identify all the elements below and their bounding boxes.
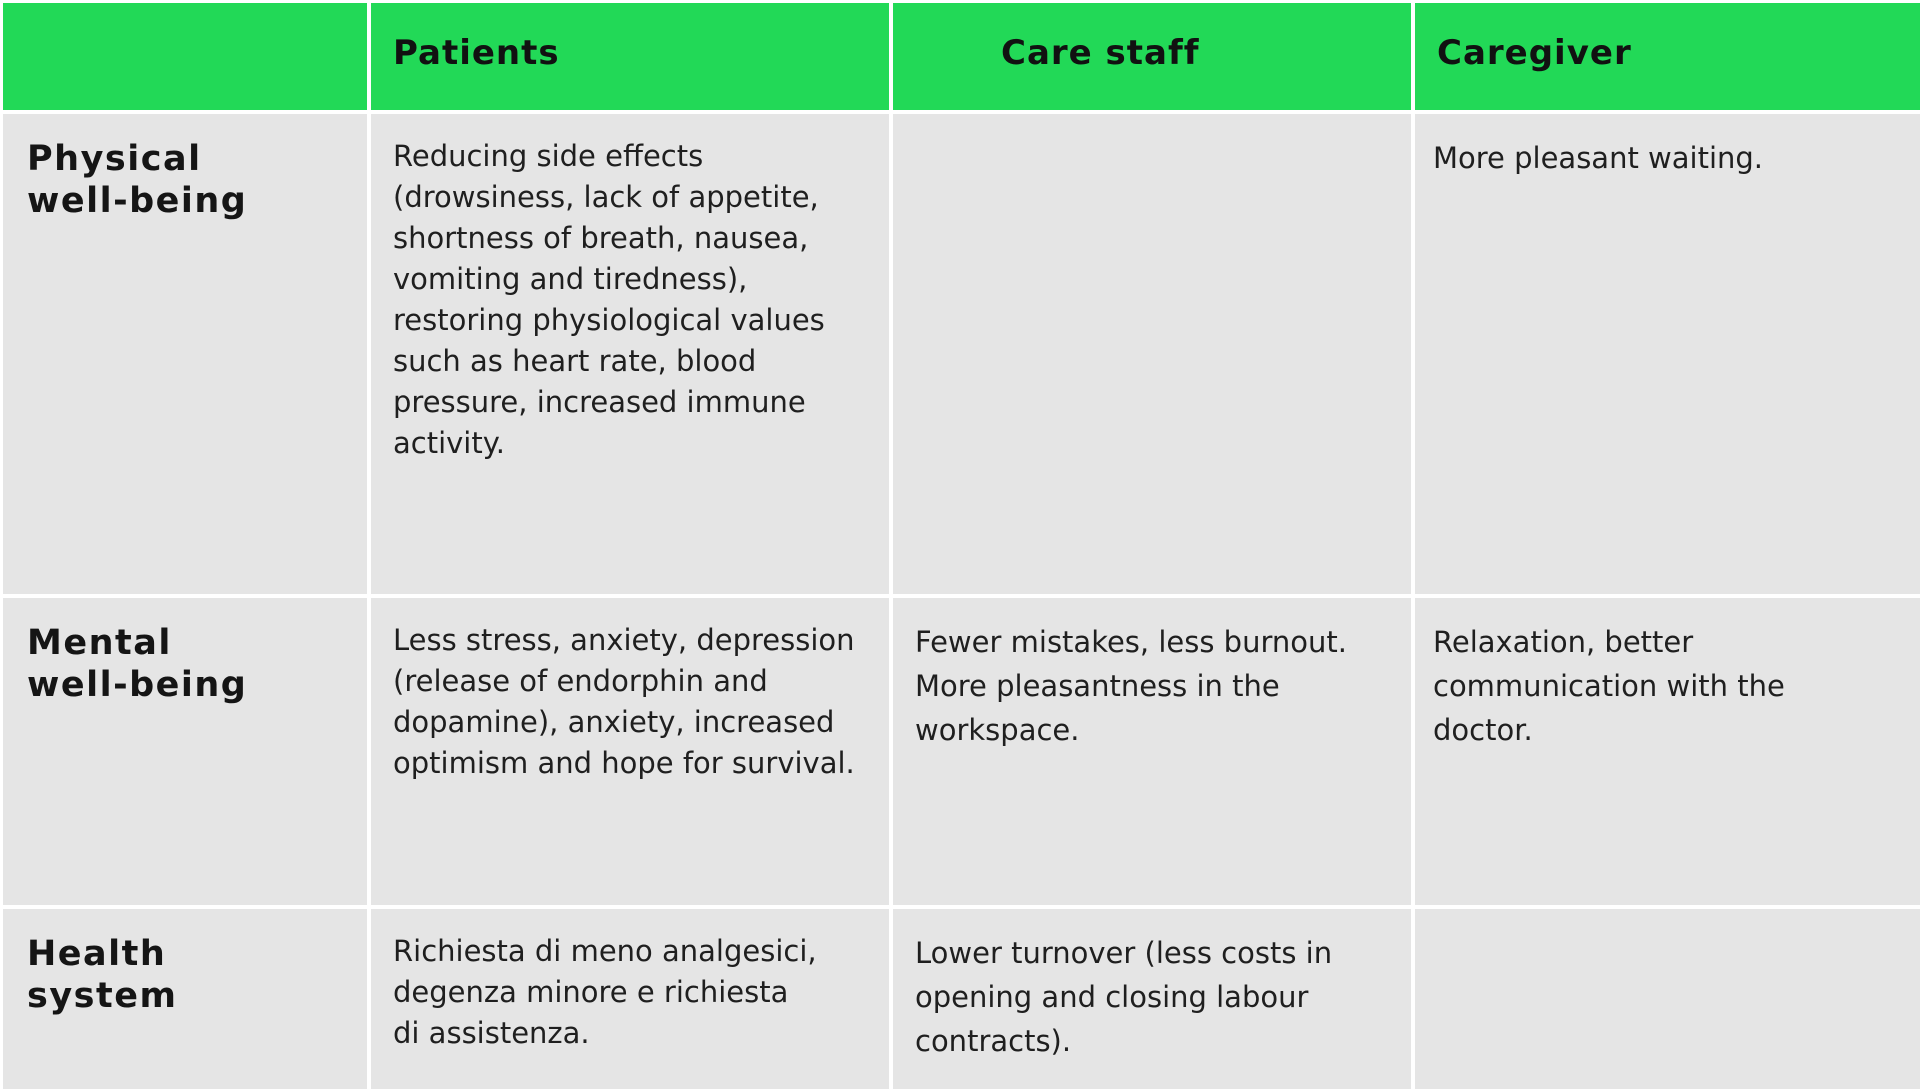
cell-mental-care-staff: Fewer mistakes, less burnout. More pleasantness in the workspace.	[893, 598, 1411, 905]
cell-health-caregiver	[1415, 909, 1920, 1089]
cell-mental-caregiver: Relaxation, better communication with the doctor.	[1415, 598, 1920, 905]
cell-mental-patients: Less stress, anxiety, depression (release of endorphin and dopamine), anxiety, increased optimism and hope for survival.	[371, 598, 889, 905]
header-empty-cell	[3, 3, 367, 110]
cell-health-patients: Richiesta di meno analgesici, degenza minore e richiesta di assistenza.	[371, 909, 889, 1089]
header-care-staff: Care staff	[893, 3, 1411, 110]
header-caregiver: Caregiver	[1415, 3, 1920, 110]
cell-physical-care-staff	[893, 114, 1411, 594]
header-patients: Patients	[371, 3, 889, 110]
row-label-health-system: Health system	[3, 909, 367, 1089]
row-label-physical-well-being: Physical well-being	[3, 114, 367, 594]
cell-physical-patients: Reducing side effects (drowsiness, lack of appetite, shortness of breath, nausea, vomiting and tiredness), restoring physiological values such as heart rate, blood pressure, increased immune activity.	[371, 114, 889, 594]
cell-health-care-staff: Lower turnover (less costs in opening and closing labour contracts).	[893, 909, 1411, 1089]
cell-physical-caregiver: More pleasant waiting.	[1415, 114, 1920, 594]
row-label-mental-well-being: Mental well-being	[3, 598, 367, 905]
